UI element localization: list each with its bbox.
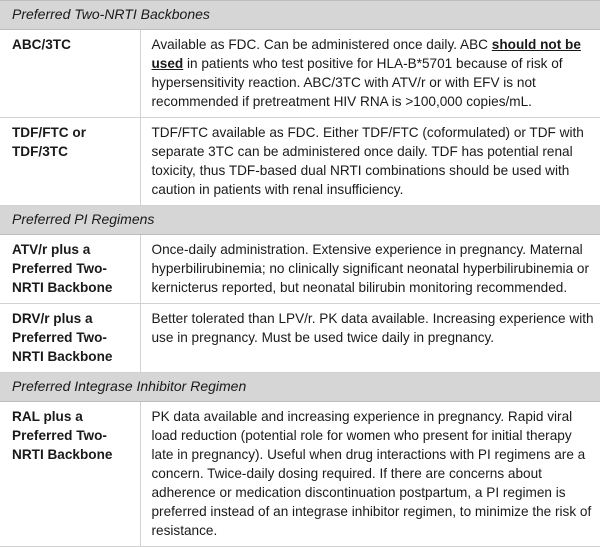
drug-description: Better tolerated than LPV/r. PK data available. Increasing experience with use in pregnancy. Must be used twice daily in pregnancy. <box>140 304 600 373</box>
drug-description: Once-daily administration. Extensive experience in pregnancy. Maternal hyperbilirubinemia; no clinically significant neonatal hyperbilirubinemia or kernicterus reported, but neonatal bilirubin monitoring recommended. <box>140 235 600 304</box>
drug-description: TDF/FTC available as FDC. Either TDF/FTC (coformulated) or TDF with separate 3TC can be administered once daily. TDF has potential renal toxicity, thus TDF-based dual NRTI combinations should be used with caution in patients with renal insufficiency. <box>140 118 600 206</box>
table-row-ral <box>0 402 600 547</box>
description-text: Available as FDC. Can be administered once daily. ABC <box>151 37 492 52</box>
section-header-pi-regimens <box>0 206 600 235</box>
section-header-integrase-inhibitor <box>0 373 600 402</box>
section-title: Preferred Two-NRTI Backbones <box>0 1 600 30</box>
section-title: Preferred PI Regimens <box>0 206 600 235</box>
description-text: in patients who test positive for HLA-B*5701 because of risk of hypersensitivity reaction. ABC/3TC with ATV/r or with EFV is not recommended if pretreatment HIV RNA is >100,000 copies/mL. <box>151 56 563 109</box>
drug-name: RAL plus a Preferred Two-NRTI Backbone <box>0 402 140 547</box>
drug-description <box>140 30 600 118</box>
emphasis-text: should not be used <box>151 37 581 71</box>
drug-name: TDF/FTC or TDF/3TC <box>0 118 140 206</box>
section-title: Preferred Integrase Inhibitor Regimen <box>0 373 600 402</box>
drug-name: DRV/r plus a Preferred Two-NRTI Backbone <box>0 304 140 373</box>
section-header-nrti-backbones <box>0 1 600 30</box>
table-row-atv-r <box>0 235 600 304</box>
drug-name: ATV/r plus a Preferred Two-NRTI Backbone <box>0 235 140 304</box>
drug-name: ABC/3TC <box>0 30 140 118</box>
table-row-abc-3tc <box>0 30 600 118</box>
table-row-drv-r <box>0 304 600 373</box>
drug-description: PK data available and increasing experience in pregnancy. Rapid viral load reduction (potential role for women who present for initial therapy late in pregnancy). Useful when drug interactions with PI regimens are a concern. Twice-daily dosing required. If there are concerns about adherence or medication discontinuation postpartum, a PI regimen is preferred instead of an integrase inhibitor regimen, to minimize the risk of resistance. <box>140 402 600 547</box>
table-row-tdf-ftc <box>0 118 600 206</box>
